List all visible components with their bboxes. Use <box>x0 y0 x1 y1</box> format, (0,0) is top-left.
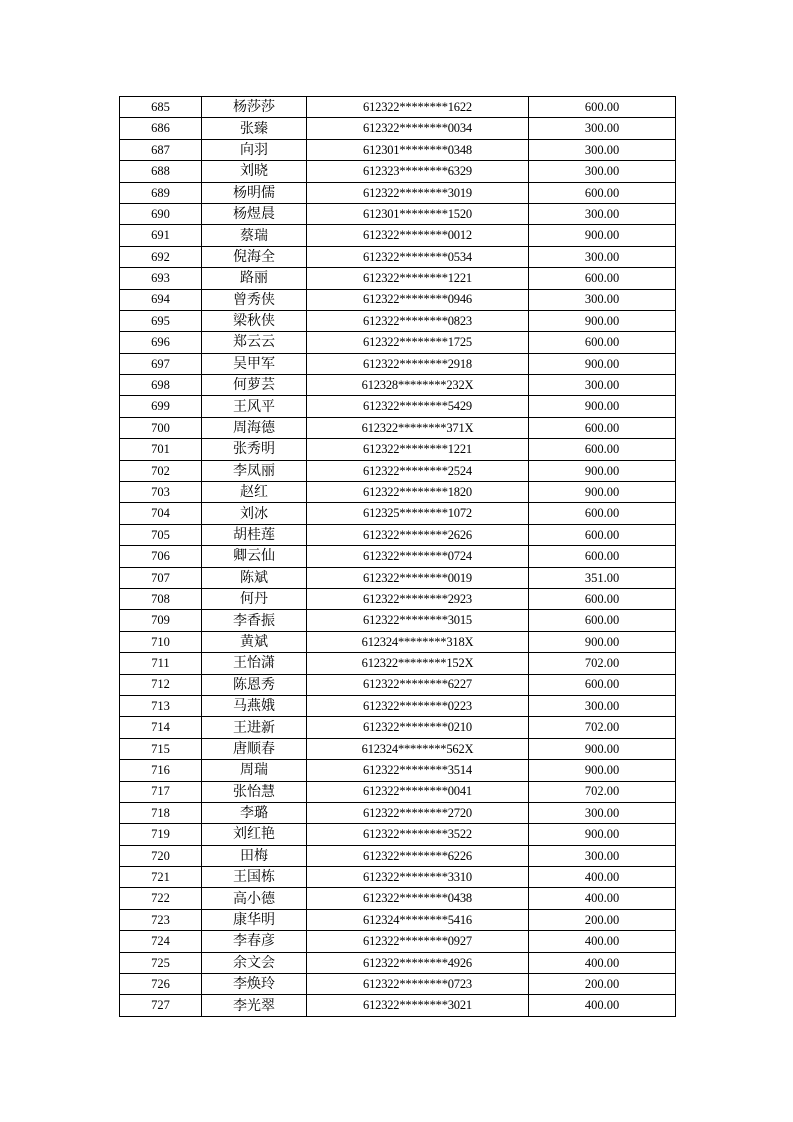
amount-cell: 900.00 <box>529 760 676 781</box>
amount-cell: 702.00 <box>529 653 676 674</box>
amount-cell: 600.00 <box>529 503 676 524</box>
table-row <box>120 909 676 930</box>
table-row <box>120 845 676 866</box>
id-number-cell: 612322********371X <box>307 417 529 438</box>
name-cell: 李凤丽 <box>202 460 307 481</box>
table-row <box>120 118 676 139</box>
amount-cell: 600.00 <box>529 417 676 438</box>
id-number-cell: 612322********2923 <box>307 588 529 609</box>
table-row <box>120 246 676 267</box>
amount-cell: 702.00 <box>529 781 676 802</box>
table-row <box>120 396 676 417</box>
row-number-cell: 701 <box>120 439 202 460</box>
id-number-cell: 612322********1725 <box>307 332 529 353</box>
row-number-cell: 685 <box>120 97 202 118</box>
id-number-cell: 612322********0946 <box>307 289 529 310</box>
name-cell: 周瑞 <box>202 760 307 781</box>
amount-cell: 300.00 <box>529 203 676 224</box>
id-number-cell: 612322********0927 <box>307 931 529 952</box>
row-number-cell: 714 <box>120 717 202 738</box>
table-row <box>120 588 676 609</box>
name-cell: 李璐 <box>202 802 307 823</box>
amount-cell: 200.00 <box>529 974 676 995</box>
name-cell: 赵红 <box>202 482 307 503</box>
id-number-cell: 612322********1622 <box>307 97 529 118</box>
id-number-cell: 612322********1221 <box>307 439 529 460</box>
row-number-cell: 696 <box>120 332 202 353</box>
row-number-cell: 718 <box>120 802 202 823</box>
name-cell: 康华明 <box>202 909 307 930</box>
amount-cell: 400.00 <box>529 931 676 952</box>
row-number-cell: 698 <box>120 375 202 396</box>
id-number-cell: 612322********0724 <box>307 546 529 567</box>
amount-cell: 300.00 <box>529 802 676 823</box>
table-row <box>120 268 676 289</box>
row-number-cell: 722 <box>120 888 202 909</box>
table-row <box>120 332 676 353</box>
table-row <box>120 524 676 545</box>
name-cell: 周海德 <box>202 417 307 438</box>
document-page <box>119 96 671 1017</box>
name-cell: 胡桂莲 <box>202 524 307 545</box>
table-row <box>120 310 676 331</box>
table-row <box>120 567 676 588</box>
id-number-cell: 612325********1072 <box>307 503 529 524</box>
name-cell: 余文会 <box>202 952 307 973</box>
table-row <box>120 482 676 503</box>
name-cell: 李焕玲 <box>202 974 307 995</box>
id-number-cell: 612322********0823 <box>307 310 529 331</box>
table-row <box>120 503 676 524</box>
amount-cell: 300.00 <box>529 845 676 866</box>
table-row <box>120 225 676 246</box>
amount-cell: 300.00 <box>529 695 676 716</box>
name-cell: 黄斌 <box>202 631 307 652</box>
id-number-cell: 612324********562X <box>307 738 529 759</box>
row-number-cell: 716 <box>120 760 202 781</box>
table-row <box>120 610 676 631</box>
row-number-cell: 703 <box>120 482 202 503</box>
name-cell: 倪海全 <box>202 246 307 267</box>
id-number-cell: 612322********3019 <box>307 182 529 203</box>
row-number-cell: 697 <box>120 353 202 374</box>
amount-cell: 900.00 <box>529 396 676 417</box>
row-number-cell: 711 <box>120 653 202 674</box>
id-number-cell: 612322********0534 <box>307 246 529 267</box>
name-cell: 路丽 <box>202 268 307 289</box>
amount-cell: 600.00 <box>529 610 676 631</box>
name-cell: 向羽 <box>202 139 307 160</box>
row-number-cell: 713 <box>120 695 202 716</box>
id-number-cell: 612322********5429 <box>307 396 529 417</box>
amount-cell: 351.00 <box>529 567 676 588</box>
table-row <box>120 417 676 438</box>
amount-cell: 400.00 <box>529 888 676 909</box>
table-row <box>120 289 676 310</box>
amount-cell: 600.00 <box>529 439 676 460</box>
row-number-cell: 694 <box>120 289 202 310</box>
row-number-cell: 689 <box>120 182 202 203</box>
name-cell: 何萝芸 <box>202 375 307 396</box>
name-cell: 郑云云 <box>202 332 307 353</box>
amount-cell: 900.00 <box>529 631 676 652</box>
name-cell: 杨莎莎 <box>202 97 307 118</box>
name-cell: 刘冰 <box>202 503 307 524</box>
amount-cell: 702.00 <box>529 717 676 738</box>
id-number-cell: 612322********6227 <box>307 674 529 695</box>
id-number-cell: 612322********0012 <box>307 225 529 246</box>
id-number-cell: 612322********4926 <box>307 952 529 973</box>
amount-cell: 900.00 <box>529 225 676 246</box>
id-number-cell: 612322********3514 <box>307 760 529 781</box>
name-cell: 梁秋侠 <box>202 310 307 331</box>
table-row <box>120 97 676 118</box>
id-number-cell: 612322********3021 <box>307 995 529 1016</box>
roster-table <box>119 96 676 1017</box>
row-number-cell: 719 <box>120 824 202 845</box>
row-number-cell: 708 <box>120 588 202 609</box>
amount-cell: 600.00 <box>529 332 676 353</box>
amount-cell: 900.00 <box>529 824 676 845</box>
id-number-cell: 612301********0348 <box>307 139 529 160</box>
table-row <box>120 182 676 203</box>
row-number-cell: 693 <box>120 268 202 289</box>
table-row <box>120 738 676 759</box>
id-number-cell: 612322********0223 <box>307 695 529 716</box>
amount-cell: 900.00 <box>529 738 676 759</box>
id-number-cell: 612324********5416 <box>307 909 529 930</box>
name-cell: 曾秀侠 <box>202 289 307 310</box>
table-row <box>120 546 676 567</box>
amount-cell: 600.00 <box>529 674 676 695</box>
table-row <box>120 375 676 396</box>
table-row <box>120 760 676 781</box>
name-cell: 李春彦 <box>202 931 307 952</box>
row-number-cell: 721 <box>120 867 202 888</box>
id-number-cell: 612328********232X <box>307 375 529 396</box>
id-number-cell: 612324********318X <box>307 631 529 652</box>
table-row <box>120 674 676 695</box>
name-cell: 张臻 <box>202 118 307 139</box>
row-number-cell: 723 <box>120 909 202 930</box>
row-number-cell: 702 <box>120 460 202 481</box>
table-row <box>120 460 676 481</box>
name-cell: 王风平 <box>202 396 307 417</box>
table-row <box>120 824 676 845</box>
row-number-cell: 706 <box>120 546 202 567</box>
table-row <box>120 631 676 652</box>
amount-cell: 200.00 <box>529 909 676 930</box>
amount-cell: 900.00 <box>529 460 676 481</box>
amount-cell: 600.00 <box>529 546 676 567</box>
amount-cell: 300.00 <box>529 139 676 160</box>
row-number-cell: 727 <box>120 995 202 1016</box>
id-number-cell: 612322********3310 <box>307 867 529 888</box>
name-cell: 马燕娥 <box>202 695 307 716</box>
amount-cell: 400.00 <box>529 995 676 1016</box>
name-cell: 张秀明 <box>202 439 307 460</box>
id-number-cell: 612322********0019 <box>307 567 529 588</box>
table-row <box>120 139 676 160</box>
name-cell: 陈恩秀 <box>202 674 307 695</box>
id-number-cell: 612322********0041 <box>307 781 529 802</box>
id-number-cell: 612323********6329 <box>307 161 529 182</box>
row-number-cell: 688 <box>120 161 202 182</box>
name-cell: 田梅 <box>202 845 307 866</box>
table-row <box>120 888 676 909</box>
name-cell: 刘晓 <box>202 161 307 182</box>
name-cell: 王国栋 <box>202 867 307 888</box>
name-cell: 蔡瑞 <box>202 225 307 246</box>
table-row <box>120 203 676 224</box>
id-number-cell: 612322********2524 <box>307 460 529 481</box>
id-number-cell: 612322********0210 <box>307 717 529 738</box>
row-number-cell: 704 <box>120 503 202 524</box>
name-cell: 杨明儒 <box>202 182 307 203</box>
table-row <box>120 974 676 995</box>
id-number-cell: 612322********0438 <box>307 888 529 909</box>
table-row <box>120 717 676 738</box>
name-cell: 唐顺春 <box>202 738 307 759</box>
amount-cell: 600.00 <box>529 588 676 609</box>
id-number-cell: 612322********3015 <box>307 610 529 631</box>
id-number-cell: 612322********2626 <box>307 524 529 545</box>
table-row <box>120 653 676 674</box>
id-number-cell: 612322********152X <box>307 653 529 674</box>
table-row <box>120 931 676 952</box>
amount-cell: 300.00 <box>529 118 676 139</box>
id-number-cell: 612322********1221 <box>307 268 529 289</box>
row-number-cell: 690 <box>120 203 202 224</box>
row-number-cell: 715 <box>120 738 202 759</box>
amount-cell: 600.00 <box>529 97 676 118</box>
amount-cell: 300.00 <box>529 161 676 182</box>
amount-cell: 400.00 <box>529 867 676 888</box>
row-number-cell: 700 <box>120 417 202 438</box>
row-number-cell: 709 <box>120 610 202 631</box>
table-row <box>120 952 676 973</box>
row-number-cell: 695 <box>120 310 202 331</box>
row-number-cell: 724 <box>120 931 202 952</box>
name-cell: 陈斌 <box>202 567 307 588</box>
amount-cell: 900.00 <box>529 482 676 503</box>
table-row <box>120 161 676 182</box>
table-row <box>120 439 676 460</box>
name-cell: 何丹 <box>202 588 307 609</box>
id-number-cell: 612322********6226 <box>307 845 529 866</box>
name-cell: 吴甲军 <box>202 353 307 374</box>
row-number-cell: 717 <box>120 781 202 802</box>
table-row <box>120 695 676 716</box>
row-number-cell: 707 <box>120 567 202 588</box>
table-row <box>120 353 676 374</box>
id-number-cell: 612322********3522 <box>307 824 529 845</box>
row-number-cell: 692 <box>120 246 202 267</box>
row-number-cell: 691 <box>120 225 202 246</box>
row-number-cell: 686 <box>120 118 202 139</box>
row-number-cell: 710 <box>120 631 202 652</box>
row-number-cell: 687 <box>120 139 202 160</box>
amount-cell: 300.00 <box>529 246 676 267</box>
name-cell: 李香振 <box>202 610 307 631</box>
name-cell: 卿云仙 <box>202 546 307 567</box>
row-number-cell: 726 <box>120 974 202 995</box>
amount-cell: 900.00 <box>529 310 676 331</box>
amount-cell: 900.00 <box>529 353 676 374</box>
amount-cell: 300.00 <box>529 289 676 310</box>
amount-cell: 300.00 <box>529 375 676 396</box>
row-number-cell: 699 <box>120 396 202 417</box>
row-number-cell: 720 <box>120 845 202 866</box>
amount-cell: 600.00 <box>529 182 676 203</box>
name-cell: 刘红艳 <box>202 824 307 845</box>
name-cell: 杨煜晨 <box>202 203 307 224</box>
table-row <box>120 995 676 1016</box>
id-number-cell: 612322********0034 <box>307 118 529 139</box>
id-number-cell: 612301********1520 <box>307 203 529 224</box>
row-number-cell: 705 <box>120 524 202 545</box>
name-cell: 高小德 <box>202 888 307 909</box>
name-cell: 张怡慧 <box>202 781 307 802</box>
row-number-cell: 725 <box>120 952 202 973</box>
id-number-cell: 612322********2720 <box>307 802 529 823</box>
table-row <box>120 781 676 802</box>
name-cell: 王怡潇 <box>202 653 307 674</box>
amount-cell: 600.00 <box>529 524 676 545</box>
id-number-cell: 612322********2918 <box>307 353 529 374</box>
row-number-cell: 712 <box>120 674 202 695</box>
name-cell: 王进新 <box>202 717 307 738</box>
amount-cell: 400.00 <box>529 952 676 973</box>
name-cell: 李光翠 <box>202 995 307 1016</box>
amount-cell: 600.00 <box>529 268 676 289</box>
roster-table-body <box>120 97 676 1017</box>
table-row <box>120 802 676 823</box>
id-number-cell: 612322********1820 <box>307 482 529 503</box>
table-row <box>120 867 676 888</box>
id-number-cell: 612322********0723 <box>307 974 529 995</box>
